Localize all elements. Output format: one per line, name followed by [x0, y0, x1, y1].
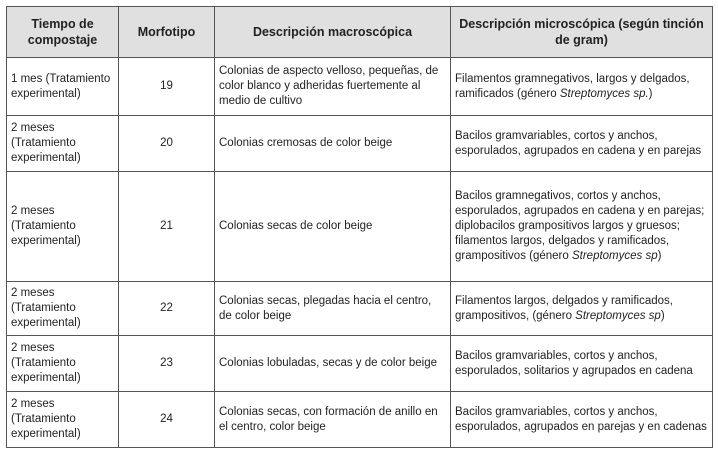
cell-morphotype: 21: [119, 172, 215, 282]
micro-text: Bacilos gramvariables, cortos y anchos, esporulados, agrupados en parejas y en cadenas: [455, 405, 707, 433]
header-macro: Descripción macroscópica: [215, 7, 451, 58]
table-row: [7, 58, 713, 116]
cell-time: 1 mes (Tratamiento experimental): [7, 58, 119, 116]
header-row: [7, 7, 713, 58]
cell-morphotype: 19: [119, 58, 215, 116]
header-morphotype: Morfotipo: [119, 7, 215, 58]
cell-time: 2 meses (Tratamiento experimental): [7, 172, 119, 282]
cell-macro: Colonias secas, plegadas hacia el centro, de color beige: [215, 282, 451, 336]
composting-table: [6, 6, 713, 448]
table-row: [7, 392, 713, 448]
table-row: [7, 282, 713, 336]
micro-text: Filamentos gramnegativos, largos y delgados, ramificados (género: [455, 72, 690, 100]
micro-text-end: ): [660, 309, 665, 322]
micro-text: Filamentos largos, delgados y ramificados, grampositivos, (género: [455, 294, 673, 322]
micro-genus: Streptomyces sp: [571, 250, 658, 262]
micro-text: Bacilos gramvariables, cortos y anchos, esporulados, solitarios y agrupados en cadena: [455, 349, 693, 377]
micro-text: Bacilos gramvariables, cortos y anchos, esporulados, agrupados en cadena y en parejas: [455, 129, 702, 157]
cell-morphotype: 22: [119, 282, 215, 336]
micro-text-end: ): [648, 87, 653, 100]
cell-time: 2 meses (Tratamiento experimental): [7, 336, 119, 392]
cell-morphotype: 24: [119, 392, 215, 448]
micro-text: Bacilos gramnegativos, cortos y anchos, esporulados, agrupados en cadena y en parejas; diplobacilos grampositivos largos y gruesos; filamentos largos, delgados y ramificados, grampositivos (género: [455, 190, 705, 262]
cell-micro: [451, 58, 713, 116]
cell-macro: Colonias cremosas de color beige: [215, 116, 451, 172]
cell-micro: [451, 392, 713, 448]
cell-micro: [451, 336, 713, 392]
cell-macro: Colonias secas, con formación de anillo en el centro, color beige: [215, 392, 451, 448]
cell-macro: Colonias secas de color beige: [215, 172, 451, 282]
cell-micro: [451, 116, 713, 172]
micro-genus: Streptomyces sp: [575, 309, 661, 322]
cell-macro: Colonias lobuladas, secas y de color beige: [215, 336, 451, 392]
cell-time: 2 meses (Tratamiento experimental): [7, 392, 119, 448]
table-row: [7, 172, 713, 282]
table-row: [7, 336, 713, 392]
cell-time: 2 meses (Tratamiento experimental): [7, 282, 119, 336]
cell-morphotype: 23: [119, 336, 215, 392]
table-row: [7, 116, 713, 172]
micro-text-end: ): [657, 250, 662, 262]
cell-micro: [451, 172, 713, 282]
micro-genus: Streptomyces sp.: [559, 87, 649, 100]
cell-macro: Colonias de aspecto velloso, pequeñas, de color blanco y adheridas fuertemente al medio de cultivo: [215, 58, 451, 116]
cell-time: 2 meses (Tratamiento experimental): [7, 116, 119, 172]
header-time: Tiempo de compostaje: [7, 7, 119, 58]
cell-morphotype: 20: [119, 116, 215, 172]
cell-micro: [451, 282, 713, 336]
header-micro: Descripción microscópica (según tinción de gram): [451, 7, 713, 58]
